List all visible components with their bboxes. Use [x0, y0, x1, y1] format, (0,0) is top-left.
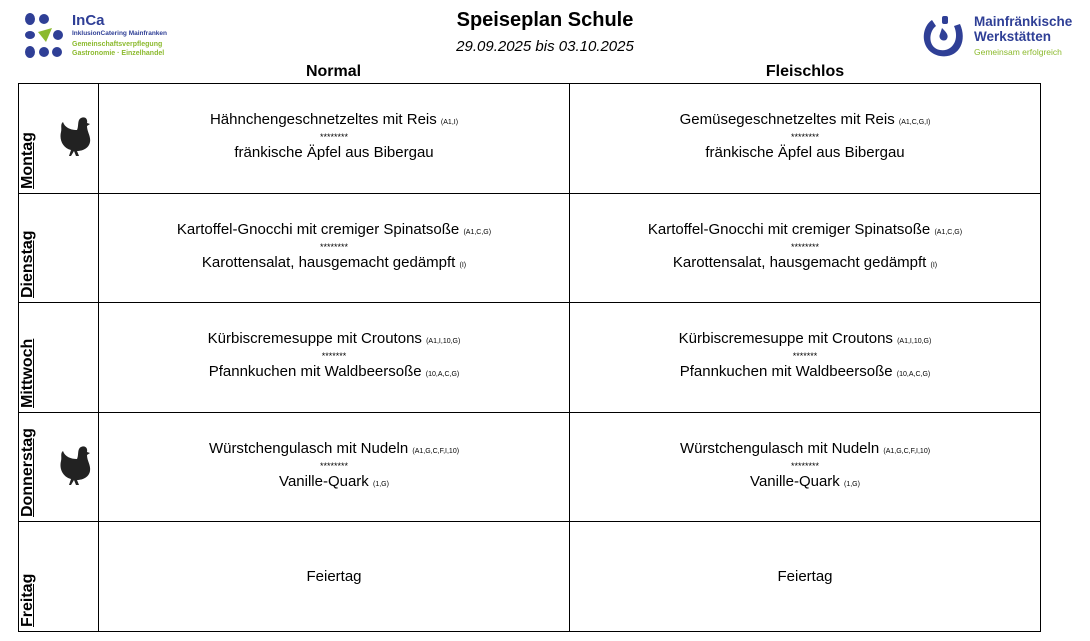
- meal-cell-fleischlos: [570, 522, 1041, 632]
- column-header-normal: Normal: [305, 63, 362, 80]
- meal-side: fränkische Äpfel aus Bibergau: [234, 144, 434, 162]
- separator-stars: ********: [790, 241, 820, 252]
- meal-side: Pfannkuchen mit Waldbeersoße: [208, 363, 422, 381]
- meal-cell-normal: [99, 84, 570, 194]
- date-range: 29.09.2025 bis 03.10.2025: [456, 38, 634, 55]
- allergens: (I): [930, 261, 938, 269]
- allergens: (1,G): [372, 481, 389, 489]
- meal-cell-fleischlos: [570, 303, 1041, 413]
- allergens: (A1,I): [440, 119, 459, 127]
- allergens: (A1,C,G): [934, 228, 963, 236]
- mw-logo-icon: [918, 14, 968, 60]
- day-row: [19, 84, 1041, 194]
- meal-side: Karottensalat, hausgemacht gedämpft: [672, 253, 927, 271]
- day-cell: [19, 412, 99, 522]
- meal-main: Würstchengulasch mit Nudeln: [208, 440, 409, 458]
- day-row: [19, 193, 1041, 303]
- meal-cell-fleischlos: [570, 193, 1041, 303]
- meal-main: Gemüsegeschnetzeltes mit Reis: [679, 111, 895, 129]
- day-name: Freitag: [19, 573, 36, 627]
- meal-main: Feiertag: [777, 567, 833, 585]
- allergens: (10,A,C,G): [896, 371, 931, 379]
- meal-side: Karottensalat, hausgemacht gedämpft: [201, 253, 456, 271]
- page-title: Speiseplan Schule: [456, 9, 634, 31]
- meal-main: Kürbiscremesuppe mit Croutons: [207, 330, 422, 348]
- chicken-icon: [57, 114, 93, 158]
- inca-subtitle: InklusionCatering Mainfranken: [72, 30, 167, 37]
- day-row: [19, 412, 1041, 522]
- meal-side: fränkische Äpfel aus Bibergau: [705, 144, 905, 162]
- separator-stars: *******: [321, 351, 347, 362]
- separator-stars: *******: [792, 351, 818, 362]
- day-row: [19, 303, 1041, 413]
- menu-table: [18, 83, 1041, 632]
- meal-main: Würstchengulasch mit Nudeln: [679, 440, 880, 458]
- allergens: (A1,I,10,G): [426, 338, 461, 346]
- separator-stars: ********: [790, 132, 820, 143]
- mw-line1: Mainfränkische: [974, 14, 1073, 29]
- day-name: Montag: [19, 131, 36, 189]
- allergens: (A1,G,C,F,I,10): [412, 448, 460, 456]
- mw-tagline: Gemeinsam erfolgreich: [974, 47, 1062, 57]
- day-cell: [19, 303, 99, 413]
- meal-main: Kartoffel-Gnocchi mit cremiger Spinatsoße: [176, 220, 460, 238]
- inca-line1: Gemeinschaftsverpflegung: [72, 41, 163, 48]
- meal-main: Feiertag: [306, 567, 362, 585]
- meal-main: Kürbiscremesuppe mit Croutons: [678, 330, 893, 348]
- day-cell: [19, 84, 99, 194]
- meal-main: Kartoffel-Gnocchi mit cremiger Spinatsoße: [647, 220, 931, 238]
- mw-logo: [918, 12, 1088, 60]
- day-name: Dienstag: [19, 230, 36, 299]
- allergens: (A1,I,10,G): [897, 338, 932, 346]
- inca-line2: Gastronomie · Einzelhandel: [72, 50, 165, 57]
- meal-cell-fleischlos: [570, 84, 1041, 194]
- chicken-icon: [57, 443, 93, 487]
- separator-stars: ********: [790, 461, 820, 472]
- day-name: Mittwoch: [19, 338, 36, 408]
- day-cell: [19, 522, 99, 632]
- separator-stars: ********: [319, 241, 349, 252]
- separator-stars: ********: [319, 461, 349, 472]
- mw-line2: Werkstätten: [974, 29, 1052, 44]
- allergens: (A1,G,C,F,I,10): [883, 448, 931, 456]
- column-header-fleischlos: Fleischlos: [765, 63, 845, 80]
- allergens: (A1,C,G,I): [898, 119, 931, 127]
- meal-cell-normal: [99, 193, 570, 303]
- day-cell: [19, 193, 99, 303]
- inca-name: InCa: [72, 12, 105, 29]
- allergens: (A1,C,G): [463, 228, 492, 236]
- meal-cell-normal: [99, 303, 570, 413]
- day-name: Donnerstag: [19, 428, 36, 518]
- allergens: (10,A,C,G): [425, 371, 460, 379]
- allergens: (I): [459, 261, 467, 269]
- meal-side: Vanille-Quark: [279, 473, 369, 491]
- meal-cell-normal: [99, 412, 570, 522]
- meal-cell-fleischlos: [570, 412, 1041, 522]
- meal-side: Pfannkuchen mit Waldbeersoße: [679, 363, 893, 381]
- meal-side: Vanille-Quark: [750, 473, 840, 491]
- separator-stars: ********: [319, 132, 349, 143]
- meal-main: Hähnchengeschnetzeltes mit Reis: [209, 111, 437, 129]
- meal-cell-normal: [99, 522, 570, 632]
- day-row: [19, 522, 1041, 632]
- allergens: (1,G): [843, 481, 860, 489]
